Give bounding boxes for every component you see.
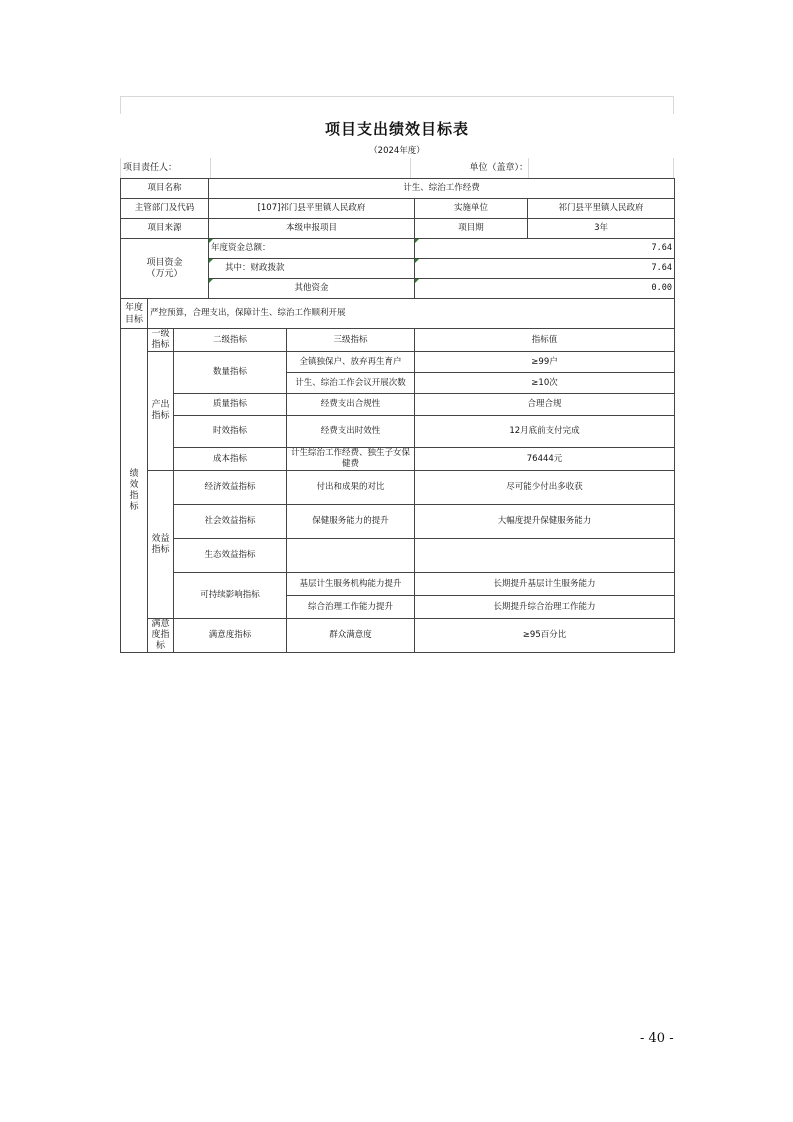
responsible-row [120, 158, 674, 178]
table-row [121, 471, 675, 505]
performance-table-sheet [120, 96, 674, 659]
eco-value [415, 539, 675, 573]
eco-label: 生态效益指标 [174, 539, 287, 573]
funds-total-label: 年度资金总额： [209, 239, 415, 259]
header-level1: 一级 指标 [148, 329, 174, 352]
sustain2-value: 长期提升综合治理工作能力 [415, 596, 675, 619]
funds-fiscal-value: 7.64 [415, 259, 675, 279]
table-row [121, 199, 675, 219]
unit-label: 单位（盖章）： [410, 158, 528, 178]
social-label: 社会效益指标 [174, 505, 287, 539]
header-level2: 二级指标 [174, 329, 287, 352]
funds-total-value: 7.64 [415, 239, 675, 259]
source-label: 项目来源 [121, 219, 209, 239]
social-value: 大幅度提升保健服务能力 [415, 505, 675, 539]
quality-value: 合理合规 [415, 394, 675, 416]
table-row [121, 352, 675, 373]
goal-label: 年度 目标 [121, 299, 148, 329]
cost-name: 计生综治工作经费、独生子女保健费 [287, 448, 415, 471]
qty1-value: ≥99户 [415, 352, 675, 373]
impl-value: 祁门县平里镇人民政府 [528, 199, 675, 219]
dept-label: 主管部门及代码 [121, 199, 209, 219]
dept-value: [107]祁门县平里镇人民政府 [209, 199, 415, 219]
table-row [121, 416, 675, 448]
sustain1-value: 长期提升基层计生服务能力 [415, 573, 675, 596]
sat-value: ≥95百分比 [415, 619, 675, 653]
time-value: 12月底前支付完成 [415, 416, 675, 448]
table-row [121, 448, 675, 471]
cost-label: 成本指标 [174, 448, 287, 471]
funds-other-value: 0.00 [415, 279, 675, 299]
benefit-label: 效益 指标 [148, 471, 174, 619]
source-value: 本级申报项目 [209, 219, 415, 239]
sheet-top-border [120, 96, 674, 114]
satisfaction-label: 满意 度指 标 [148, 619, 174, 653]
qty1-name: 全镇独保户、放弃再生育户 [287, 352, 415, 373]
project-name-label: 项目名称 [121, 179, 209, 199]
table-row [121, 539, 675, 573]
time-name: 经费支出时效性 [287, 416, 415, 448]
econ-name: 付出和成果的对比 [287, 471, 415, 505]
funds-other-label: 其他资金 [209, 279, 415, 299]
table-row [121, 505, 675, 539]
table-row [121, 239, 675, 259]
impl-label: 实施单位 [415, 199, 528, 219]
responsible-value [210, 158, 410, 178]
quality-name: 经费支出合规性 [287, 394, 415, 416]
table-row [121, 394, 675, 416]
unit-value [528, 158, 674, 178]
quality-label: 质量指标 [174, 394, 287, 416]
table-row [121, 299, 675, 329]
table-row [121, 219, 675, 239]
goal-text: 严控预算，合理支出，保障计生、综治工作顺利开展 [148, 299, 675, 329]
table-row [121, 619, 675, 653]
responsible-label: 项目责任人： [120, 158, 210, 178]
funds-fiscal-label: 其中：财政拨款 [209, 259, 415, 279]
econ-label: 经济效益指标 [174, 471, 287, 505]
sat-label: 满意度指标 [174, 619, 287, 653]
sustain1-name: 基层计生服务机构能力提升 [287, 573, 415, 596]
header-value: 指标值 [415, 329, 675, 352]
page-title: 项目支出绩效目标表 [324, 120, 469, 138]
table-row [121, 573, 675, 596]
sustain-label: 可持续影响指标 [174, 573, 287, 619]
period-label: 项目期 [415, 219, 528, 239]
eco-name [287, 539, 415, 573]
year-label: （2024年度） [369, 146, 425, 156]
output-label: 产出 指标 [148, 352, 174, 471]
project-name-value: 计生、综治工作经费 [209, 179, 675, 199]
header-level3: 三级指标 [287, 329, 415, 352]
performance-target-table [120, 178, 675, 653]
perf-label: 绩 效 指 标 [121, 329, 148, 653]
qty-label: 数量指标 [174, 352, 287, 394]
cost-value: 76444元 [415, 448, 675, 471]
funds-label: 项目资金 （万元） [121, 239, 209, 299]
econ-value: 尽可能少付出多收获 [415, 471, 675, 505]
page-number: - 40 - [640, 1031, 674, 1046]
qty2-value: ≥10次 [415, 373, 675, 394]
sustain2-name: 综合治理工作能力提升 [287, 596, 415, 619]
period-value: 3年 [528, 219, 675, 239]
table-row [121, 329, 675, 352]
time-label: 时效指标 [174, 416, 287, 448]
table-row [121, 179, 675, 199]
qty2-name: 计生、综治工作会议开展次数 [287, 373, 415, 394]
sat-name: 群众满意度 [287, 619, 415, 653]
social-name: 保健服务能力的提升 [287, 505, 415, 539]
